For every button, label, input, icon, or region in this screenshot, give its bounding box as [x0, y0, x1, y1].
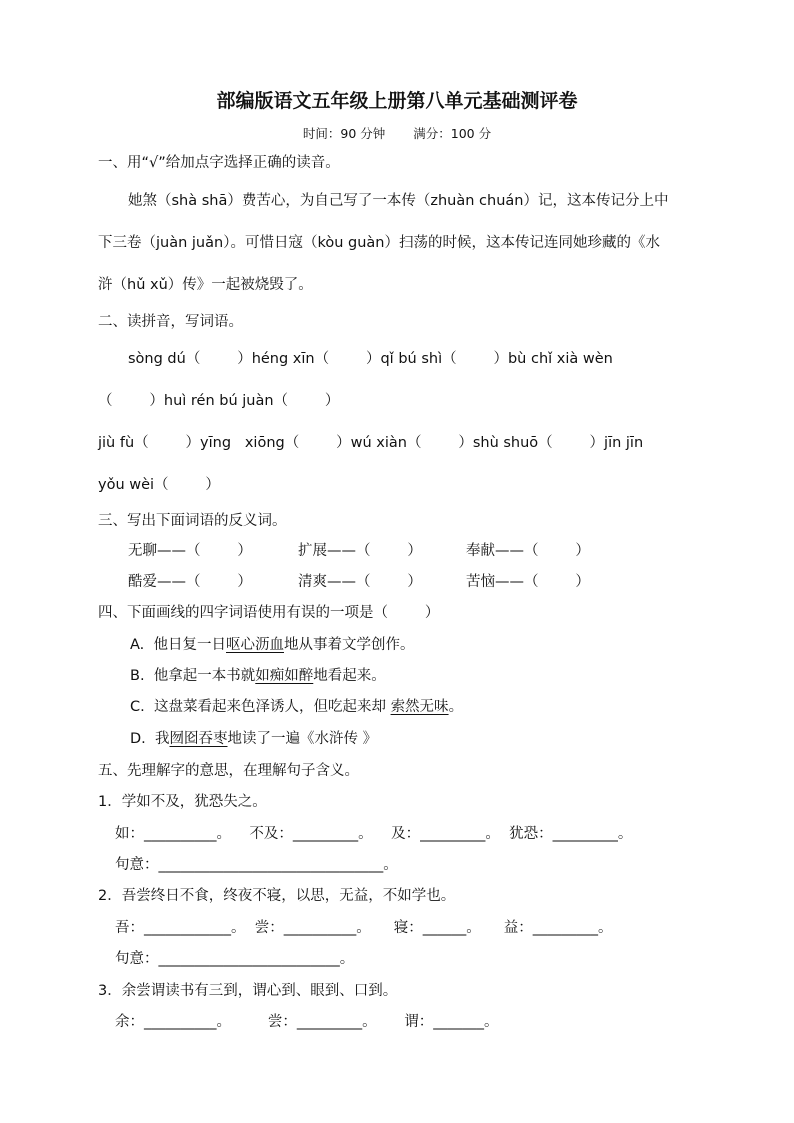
q2-heading: 二、读拼音，写词语。: [98, 314, 243, 330]
q4-option-d: D. 我囫囵吞枣地读了一遍《水浒传 》: [130, 731, 378, 747]
q4-option-b: B. 他拿起一本书就如痴如醉地看起来。: [130, 668, 386, 684]
q5-meaning-1: 句意：_______________________________。: [115, 857, 398, 873]
q5-sentence-3: 3．余尝谓读书有三到，谓心到、眼到、口到。: [98, 983, 398, 999]
antonym-item: 扩展——（ ）: [298, 543, 422, 559]
underlined-idiom: 囫囵吞枣: [169, 731, 228, 747]
q2-pinyin-row-4: yǒu wèi（ ）: [98, 477, 220, 493]
q5-heading: 五、先理解字的意思，在理解句子含义。: [98, 763, 359, 779]
q2-pinyin-row-2: （ ）huì rén bú juàn（ ）: [98, 393, 340, 409]
q5-fill-2: 吾：____________。 尝：__________。 寝：______。 益：_________。: [115, 920, 613, 936]
q1-heading: 一、用“√”给加点字选择正确的读音。: [98, 155, 340, 171]
exam-info: [0, 124, 794, 142]
q1-passage-line-3: 浒（hǔ xǔ）传》一起被烧毁了。: [98, 277, 313, 293]
page-title: 部编版语文五年级上册第八单元基础测评卷: [216, 90, 578, 112]
q4-heading: 四、下面画线的四字词语使用有误的一项是（ ）: [98, 605, 440, 621]
antonym-item: 酷爱——（ ）: [128, 574, 252, 590]
underlined-idiom: 呕心沥血: [226, 637, 284, 653]
full-score: 满分：100 分: [413, 126, 492, 141]
q1-passage-line-2: 下三卷（juàn juǎn）。可惜日寇（kòu guàn）扫荡的时候，这本传记连同她珍藏的《水: [98, 235, 660, 251]
q5-fill-3: 余：__________。 尝：_________。 谓：_______。: [115, 1014, 499, 1030]
underlined-idiom: 索然无味: [390, 699, 449, 715]
q5-sentence-2: 2．吾尝终日不食，终夜不寝，以思，无益，不如学也。: [98, 888, 456, 904]
q2-pinyin-row-1: sòng dú（ ）héng xīn（ ）qǐ bú shì（ ）bù chǐ xià wèn: [128, 351, 613, 367]
q1-passage-line-1: 她煞（shà shā）费苦心，为自己写了一本传（zhuàn chuán）记，这本传记分上中: [128, 193, 669, 209]
time-limit: 时间：90 分钟: [302, 126, 386, 141]
antonym-item: 奉献——（ ）: [466, 543, 590, 559]
underlined-idiom: 如痴如醉: [255, 668, 314, 684]
q2-pinyin-row-3: jiù fù（ ）yīng xiōng（ ）wú xiàn（ ）shù shuō（ ）jīn jīn: [98, 435, 644, 451]
antonym-item: 清爽——（ ）: [298, 574, 422, 590]
q5-meaning-2: 句意：_________________________。: [115, 951, 355, 967]
antonym-item: 无聊——（ ）: [128, 543, 252, 559]
q5-sentence-1: 1．学如不及，犹恐失之。: [98, 794, 267, 810]
q4-option-c: C. 这盘菜看起来色泽诱人，但吃起来却 索然无味。: [130, 699, 464, 715]
q3-heading: 三、写出下面词语的反义词。: [98, 513, 287, 529]
antonym-item: 苦恼——（ ）: [466, 574, 590, 590]
q4-option-a: A. 他日复一日呕心沥血地从事着文学创作。: [130, 637, 415, 653]
q5-fill-1: 如：__________。 不及：_________。 及：_________。 犹恐：_________。: [115, 826, 633, 842]
